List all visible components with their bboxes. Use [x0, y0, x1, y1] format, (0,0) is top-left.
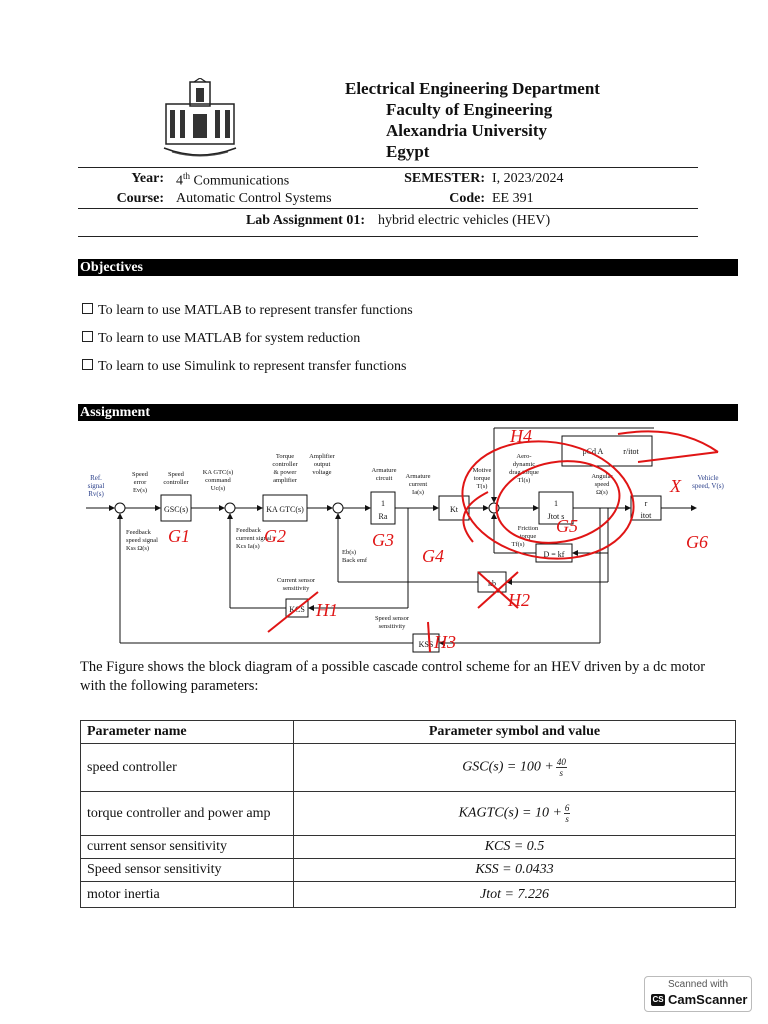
header-divider	[78, 167, 698, 168]
torque-controller-label: Torque	[275, 453, 295, 460]
kt-block: Kt	[450, 505, 458, 514]
vehicle-speed-label: speed, V(s)	[692, 482, 724, 490]
vehicle-speed-label: Vehicle	[697, 474, 719, 482]
parameter-name: torque controller and power amp	[81, 792, 294, 836]
table-row	[81, 836, 736, 859]
kcs-block: KCS	[289, 605, 305, 614]
angular-speed-label: speed	[594, 481, 610, 488]
year-label: Year:	[131, 171, 164, 186]
aero-drag-label: drag torque	[509, 469, 539, 476]
annotation-label: G1	[168, 526, 190, 546]
motive-torque-label: Motive	[472, 467, 492, 474]
table-row	[81, 882, 736, 908]
aero-drag-label: dynamic	[512, 461, 536, 468]
angular-speed-label: Ω(s)	[596, 489, 608, 496]
feedback-speed-label: Feedback	[126, 529, 151, 536]
faculty-name: Faculty of Engineering	[386, 100, 553, 119]
feedback-speed-label: Kss Ω(s)	[126, 545, 150, 552]
lab-divider	[78, 236, 698, 237]
badge-caption: Scanned with	[667, 979, 729, 990]
command-label: KA GTC(s)	[202, 469, 234, 476]
column-header: Parameter symbol and value	[294, 721, 736, 744]
ref-signal-label: Rv(s)	[88, 490, 104, 498]
amp-output-label: Amplifier	[309, 453, 335, 460]
course-label: Course:	[116, 191, 164, 206]
aero-block: ρCd A	[582, 447, 604, 456]
parameter-name: Speed sensor sensitivity	[81, 859, 294, 882]
country-name: Egypt	[386, 142, 430, 161]
speed-sensor-label: Speed sensor	[374, 615, 410, 622]
annotation-label: H4	[510, 426, 532, 446]
feedback-current-label: current signal	[236, 535, 272, 542]
torque-controller-label: & power	[273, 469, 297, 476]
info-divider	[78, 208, 698, 209]
jtot-block-den: Jtot s	[547, 512, 565, 521]
aero-frac: r/itot	[623, 447, 639, 456]
department-header	[345, 78, 600, 162]
semester-label: SEMESTER:	[404, 171, 485, 186]
ref-signal-label: Ref.	[90, 474, 102, 482]
annotation-label: G6	[686, 532, 708, 552]
block-diagram	[78, 422, 738, 654]
code-label: Code:	[449, 191, 485, 206]
kss-block: KSS	[418, 640, 434, 649]
speed-controller-label: Speed	[168, 471, 184, 478]
armature-circuit-label: Armature	[371, 467, 397, 474]
amp-output-label: output	[313, 461, 331, 468]
command-label: command	[205, 477, 231, 484]
current-sensor-label: Current sensor	[276, 577, 316, 584]
description-paragraph: The Figure shows the block diagram of a possible cascade control scheme for an HEV driven by a dc motor with the following parameters:	[80, 659, 706, 694]
kagtc-block: KA GTC(s)	[266, 505, 304, 514]
armature-current-label: Ia(s)	[412, 489, 424, 496]
lab-value: hybrid electric vehicles (HEV)	[378, 213, 551, 228]
annotation-label: G2	[264, 526, 286, 546]
annotation-label: X	[670, 476, 681, 496]
annotation-label: G3	[372, 530, 394, 550]
checkbox-icon	[82, 331, 93, 342]
back-emf-label: Back emf	[342, 557, 368, 564]
speed-error-label: Ev(s)	[132, 487, 148, 494]
column-header: Parameter name	[81, 721, 294, 744]
parameter-name: motor inertia	[81, 882, 294, 908]
parameters-table	[80, 720, 736, 908]
armature-current-label: current	[408, 481, 428, 488]
objective-item: To learn to use MATLAB for system reduction	[82, 331, 360, 347]
year-value: 4th Communications	[176, 171, 290, 189]
speed-error-label: Speed	[132, 471, 148, 478]
feedback-speed-label: speed signal	[126, 537, 158, 544]
angular-speed-label: Angular	[591, 473, 613, 480]
feedback-current-label: Feedback	[236, 527, 261, 534]
objective-item: To learn to use Simulink to represent transfer functions	[82, 359, 407, 375]
table-header-row	[81, 721, 736, 744]
lab-label: Lab Assignment 01:	[245, 213, 365, 228]
back-emf-label: Eb(s)	[342, 549, 357, 556]
code-value: EE 391	[492, 191, 534, 206]
assignment-heading: Assignment	[78, 404, 738, 421]
annotation-label: G5	[556, 516, 578, 536]
ref-signal-label: signal	[87, 482, 105, 490]
annotation-label: H1	[316, 600, 338, 620]
motive-torque-label: torque	[473, 475, 491, 482]
parameter-name: speed controller	[81, 744, 294, 792]
speed-sensor-label: sensitivity	[378, 623, 406, 630]
semester-value: I, 2023/2024	[492, 171, 564, 186]
department-name: Electrical Engineering Department	[345, 79, 600, 98]
amp-output-label: voltage	[312, 469, 332, 476]
parameter-name: current sensor sensitivity	[81, 836, 294, 859]
gsc-block: GSC(s)	[163, 505, 189, 514]
ra-block-den: Ra	[378, 512, 388, 521]
objectives-heading: Objectives	[78, 259, 738, 276]
armature-current-label: Armature	[405, 473, 431, 480]
aero-drag-label: Tl(s)	[517, 477, 531, 484]
parameter-value: KSS = 0.0433	[294, 859, 736, 882]
checkbox-icon	[82, 303, 93, 314]
current-sensor-label: sensitivity	[282, 585, 310, 592]
r-block: r	[644, 499, 648, 508]
annotation-label: G4	[422, 546, 444, 566]
annotation-label: H2	[508, 590, 530, 610]
kb-block: kb	[488, 579, 496, 588]
friction-label: torque	[519, 533, 537, 540]
parameter-value: KCS = 0.5	[294, 836, 736, 859]
jtot-block-num: 1	[554, 499, 558, 508]
speed-controller-label: controller	[163, 479, 189, 486]
command-label: Uc(s)	[210, 485, 226, 492]
parameter-value: Jtot = 7.226	[294, 882, 736, 908]
torque-controller-label: amplifier	[273, 477, 297, 484]
motive-torque-label: T(s)	[476, 483, 488, 490]
parameter-value: GSC(s) = 100 + $\frac{40}{s}$	[294, 744, 736, 792]
torque-controller-label: controller	[272, 461, 298, 468]
table-row	[81, 744, 736, 792]
feedback-current-label: Kcs Ia(s)	[236, 543, 260, 550]
friction-label: Friction	[517, 525, 539, 532]
parameter-value: KAGTC(s) = 10 + $\frac{6}{s}$	[294, 792, 736, 836]
checkbox-icon	[82, 359, 93, 370]
friction-block: D = kf	[543, 550, 565, 559]
aero-drag-label: Aero-	[516, 453, 532, 460]
university-logo	[160, 78, 240, 160]
armature-circuit-label: circuit	[375, 475, 393, 482]
table-row	[81, 792, 736, 836]
speed-error-label: error	[133, 479, 147, 486]
itot-block: itot	[640, 511, 652, 520]
table-row	[81, 859, 736, 882]
ra-block-num: 1	[381, 499, 385, 508]
university-name: Alexandria University	[386, 121, 548, 140]
camscanner-badge	[644, 976, 752, 1012]
badge-brand: CamScanner	[668, 992, 748, 1007]
course-value: Automatic Control Systems	[176, 191, 332, 206]
camscanner-icon: CS	[652, 995, 664, 1004]
objective-item: To learn to use MATLAB to represent transfer functions	[82, 303, 413, 319]
friction-label: Tf(s)	[511, 541, 525, 548]
annotation-label: H3	[434, 632, 456, 652]
